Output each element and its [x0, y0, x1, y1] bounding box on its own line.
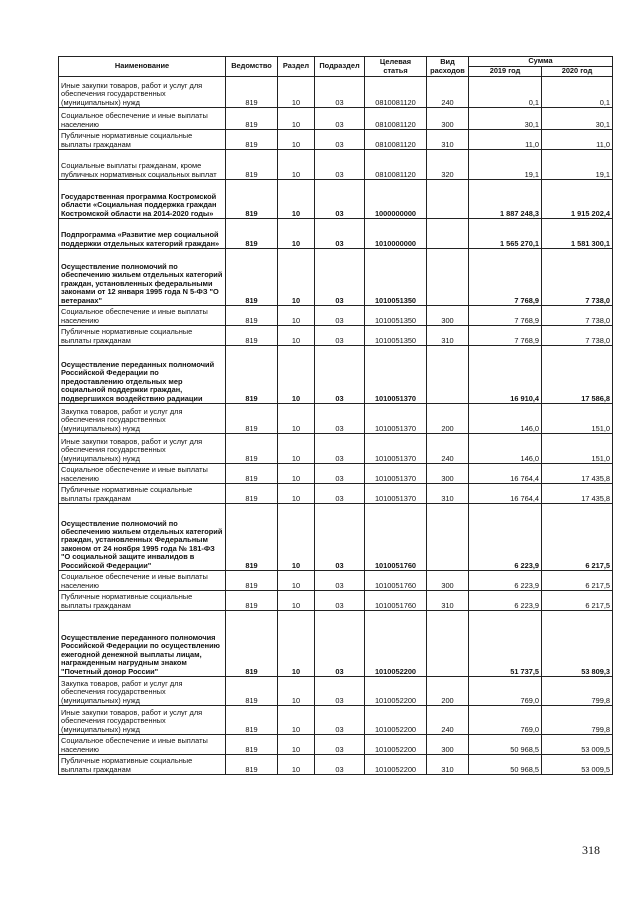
table-row	[59, 571, 613, 591]
cell-sub: 03	[315, 150, 365, 180]
cell-kind	[427, 219, 469, 249]
cell-name: Публичные нормативные социальные выплаты гражданам	[59, 755, 226, 775]
cell-sec: 10	[278, 150, 315, 180]
cell-v2019: 6 223,9	[469, 591, 542, 611]
cell-target: 1010051350	[365, 306, 427, 326]
table-row	[59, 326, 613, 346]
cell-dept: 819	[226, 219, 278, 249]
cell-sub: 03	[315, 326, 365, 346]
header-name: Наименование	[59, 57, 226, 77]
cell-kind	[427, 504, 469, 571]
cell-v2020: 17 435,8	[542, 464, 613, 484]
table-row	[59, 77, 613, 108]
cell-target: 1010052200	[365, 706, 427, 735]
cell-kind: 320	[427, 150, 469, 180]
cell-v2019: 50 968,5	[469, 755, 542, 775]
table-row	[59, 306, 613, 326]
cell-sub: 03	[315, 77, 365, 108]
cell-kind: 310	[427, 326, 469, 346]
cell-sub: 03	[315, 591, 365, 611]
cell-v2019: 30,1	[469, 108, 542, 130]
cell-dept: 819	[226, 346, 278, 404]
cell-v2020: 11,0	[542, 130, 613, 150]
table-body	[59, 77, 613, 775]
cell-name: Государственная программа Костромской области «Социальная поддержка граждан Костромской области на 2014-2020 годы»	[59, 180, 226, 219]
header-subsection: Подраздел	[315, 57, 365, 77]
cell-sub: 03	[315, 611, 365, 677]
cell-name: Закупка товаров, работ и услуг для обеспечения государственных (муниципальных) нужд	[59, 677, 226, 706]
cell-target: 1010051370	[365, 484, 427, 504]
cell-name: Социальные выплаты гражданам, кроме публичных нормативных социальных выплат	[59, 150, 226, 180]
cell-v2020: 7 738,0	[542, 306, 613, 326]
cell-v2019: 1 565 270,1	[469, 219, 542, 249]
cell-dept: 819	[226, 150, 278, 180]
cell-v2020: 151,0	[542, 434, 613, 464]
cell-v2019: 16 764,4	[469, 464, 542, 484]
table-row	[59, 611, 613, 677]
table-row	[59, 591, 613, 611]
cell-v2020: 799,8	[542, 706, 613, 735]
header-kind: Вид расходов	[427, 57, 469, 77]
cell-v2019: 16 764,4	[469, 484, 542, 504]
cell-v2020: 799,8	[542, 677, 613, 706]
cell-sub: 03	[315, 484, 365, 504]
cell-kind: 240	[427, 434, 469, 464]
cell-target: 0810081120	[365, 77, 427, 108]
cell-kind: 300	[427, 306, 469, 326]
cell-dept: 819	[226, 130, 278, 150]
cell-dept: 819	[226, 504, 278, 571]
cell-sec: 10	[278, 434, 315, 464]
cell-kind: 240	[427, 706, 469, 735]
cell-name: Иные закупки товаров, работ и услуг для обеспечения государственных (муниципальных) нужд	[59, 434, 226, 464]
table-row	[59, 755, 613, 775]
cell-v2020: 7 738,0	[542, 249, 613, 306]
cell-v2019: 11,0	[469, 130, 542, 150]
header-2019: 2019 год	[469, 67, 542, 77]
cell-v2019: 19,1	[469, 150, 542, 180]
cell-kind: 300	[427, 108, 469, 130]
cell-v2019: 769,0	[469, 706, 542, 735]
cell-v2020: 53 809,3	[542, 611, 613, 677]
cell-target: 1010051370	[365, 346, 427, 404]
table-row	[59, 677, 613, 706]
cell-kind	[427, 346, 469, 404]
cell-v2020: 0,1	[542, 77, 613, 108]
cell-v2019: 769,0	[469, 677, 542, 706]
table-row	[59, 130, 613, 150]
cell-v2020: 30,1	[542, 108, 613, 130]
cell-dept: 819	[226, 735, 278, 755]
cell-dept: 819	[226, 484, 278, 504]
table-row	[59, 249, 613, 306]
cell-v2019: 50 968,5	[469, 735, 542, 755]
cell-v2020: 1 581 300,1	[542, 219, 613, 249]
cell-kind: 200	[427, 677, 469, 706]
cell-dept: 819	[226, 677, 278, 706]
cell-sec: 10	[278, 326, 315, 346]
cell-dept: 819	[226, 464, 278, 484]
cell-sub: 03	[315, 464, 365, 484]
table-row	[59, 108, 613, 130]
cell-v2019: 51 737,5	[469, 611, 542, 677]
cell-sub: 03	[315, 677, 365, 706]
cell-sub: 03	[315, 504, 365, 571]
cell-sec: 10	[278, 504, 315, 571]
cell-target: 1010051760	[365, 571, 427, 591]
cell-name: Осуществление полномочий по обеспечению жильем отдельных категорий граждан, установленных федеральными законами от 12 января 1995 года N 5-ФЗ "О ветеранах"	[59, 249, 226, 306]
cell-kind: 300	[427, 571, 469, 591]
cell-sub: 03	[315, 108, 365, 130]
cell-target: 0810081120	[365, 130, 427, 150]
header-dept: Ведомство	[226, 57, 278, 77]
cell-target: 1010052200	[365, 611, 427, 677]
cell-target: 1010000000	[365, 219, 427, 249]
cell-target: 1010051370	[365, 404, 427, 434]
cell-name: Осуществление переданных полномочий Российской Федерации по предоставлению отдельных мер социальной поддержки граждан, подвергшихся воздействию радиации	[59, 346, 226, 404]
cell-name: Осуществление переданного полномочия Российской Федерации по осуществлению ежегодной денежной выплаты лицам, награжденным нагрудным знаком "Почетный донор России"	[59, 611, 226, 677]
cell-name: Подпрограмма «Развитие мер социальной поддержки отдельных категорий граждан»	[59, 219, 226, 249]
cell-sub: 03	[315, 706, 365, 735]
cell-kind: 200	[427, 404, 469, 434]
cell-dept: 819	[226, 306, 278, 326]
cell-dept: 819	[226, 591, 278, 611]
cell-sub: 03	[315, 434, 365, 464]
cell-sec: 10	[278, 484, 315, 504]
header-target: Целевая статья	[365, 57, 427, 77]
cell-sub: 03	[315, 219, 365, 249]
cell-v2019: 7 768,9	[469, 326, 542, 346]
cell-dept: 819	[226, 77, 278, 108]
cell-name: Социальное обеспечение и иные выплаты населению	[59, 464, 226, 484]
cell-name: Осуществление полномочий по обеспечению жильем отдельных категорий граждан, установленных Федеральным законом от 24 ноября 1995 года № 181-ФЗ "О социальной защите инвалидов в Российской Федерации"	[59, 504, 226, 571]
cell-dept: 819	[226, 434, 278, 464]
cell-sub: 03	[315, 404, 365, 434]
cell-target: 0810081120	[365, 150, 427, 180]
cell-kind: 310	[427, 130, 469, 150]
cell-v2019: 16 910,4	[469, 346, 542, 404]
table-row	[59, 346, 613, 404]
cell-sub: 03	[315, 249, 365, 306]
cell-sub: 03	[315, 306, 365, 326]
cell-v2019: 1 887 248,3	[469, 180, 542, 219]
cell-sec: 10	[278, 571, 315, 591]
cell-v2020: 19,1	[542, 150, 613, 180]
table-row	[59, 464, 613, 484]
cell-v2020: 17 586,8	[542, 346, 613, 404]
cell-target: 1010051760	[365, 591, 427, 611]
cell-v2020: 17 435,8	[542, 484, 613, 504]
cell-sub: 03	[315, 735, 365, 755]
cell-name: Публичные нормативные социальные выплаты гражданам	[59, 591, 226, 611]
cell-dept: 819	[226, 108, 278, 130]
cell-v2020: 53 009,5	[542, 755, 613, 775]
cell-v2020: 151,0	[542, 404, 613, 434]
cell-v2019: 146,0	[469, 404, 542, 434]
cell-v2019: 6 223,9	[469, 504, 542, 571]
cell-sec: 10	[278, 77, 315, 108]
cell-name: Публичные нормативные социальные выплаты гражданам	[59, 130, 226, 150]
cell-v2020: 7 738,0	[542, 326, 613, 346]
cell-v2020: 6 217,5	[542, 591, 613, 611]
cell-sec: 10	[278, 180, 315, 219]
cell-target: 1000000000	[365, 180, 427, 219]
cell-target: 0810081120	[365, 108, 427, 130]
cell-kind: 300	[427, 464, 469, 484]
cell-dept: 819	[226, 611, 278, 677]
cell-name: Публичные нормативные социальные выплаты гражданам	[59, 326, 226, 346]
cell-sec: 10	[278, 591, 315, 611]
cell-name: Иные закупки товаров, работ и услуг для обеспечения государственных (муниципальных) нужд	[59, 77, 226, 108]
cell-target: 1010051350	[365, 249, 427, 306]
cell-v2019: 6 223,9	[469, 571, 542, 591]
table-row	[59, 219, 613, 249]
cell-sec: 10	[278, 735, 315, 755]
cell-sec: 10	[278, 706, 315, 735]
cell-sec: 10	[278, 611, 315, 677]
cell-v2019: 7 768,9	[469, 306, 542, 326]
cell-target: 1010052200	[365, 735, 427, 755]
cell-target: 1010052200	[365, 677, 427, 706]
cell-target: 1010051760	[365, 504, 427, 571]
cell-dept: 819	[226, 326, 278, 346]
cell-sec: 10	[278, 677, 315, 706]
table-row	[59, 735, 613, 755]
table-row	[59, 706, 613, 735]
cell-sec: 10	[278, 130, 315, 150]
cell-dept: 819	[226, 180, 278, 219]
cell-kind: 310	[427, 484, 469, 504]
cell-sec: 10	[278, 346, 315, 404]
page-number: 318	[582, 843, 600, 857]
cell-target: 1010051370	[365, 464, 427, 484]
table-row	[59, 484, 613, 504]
cell-name: Закупка товаров, работ и услуг для обеспечения государственных (муниципальных) нужд	[59, 404, 226, 434]
cell-name: Социальное обеспечение и иные выплаты населению	[59, 735, 226, 755]
header-2020: 2020 год	[542, 67, 613, 77]
cell-target: 1010051370	[365, 434, 427, 464]
table-row	[59, 504, 613, 571]
cell-name: Иные закупки товаров, работ и услуг для обеспечения государственных (муниципальных) нужд	[59, 706, 226, 735]
cell-sec: 10	[278, 249, 315, 306]
table-row	[59, 404, 613, 434]
cell-kind	[427, 180, 469, 219]
cell-v2020: 1 915 202,4	[542, 180, 613, 219]
cell-name: Социальное обеспечение и иные выплаты населению	[59, 306, 226, 326]
header-section: Раздел	[278, 57, 315, 77]
header-sum: Сумма	[469, 57, 613, 67]
cell-name: Социальное обеспечение и иные выплаты населению	[59, 571, 226, 591]
cell-dept: 819	[226, 755, 278, 775]
table-row	[59, 434, 613, 464]
cell-kind: 300	[427, 735, 469, 755]
cell-sub: 03	[315, 180, 365, 219]
cell-v2019: 7 768,9	[469, 249, 542, 306]
cell-dept: 819	[226, 249, 278, 306]
cell-kind: 240	[427, 77, 469, 108]
cell-v2020: 53 009,5	[542, 735, 613, 755]
cell-target: 1010051350	[365, 326, 427, 346]
cell-target: 1010052200	[365, 755, 427, 775]
cell-kind: 310	[427, 591, 469, 611]
cell-dept: 819	[226, 706, 278, 735]
cell-name: Публичные нормативные социальные выплаты гражданам	[59, 484, 226, 504]
cell-dept: 819	[226, 571, 278, 591]
cell-sub: 03	[315, 130, 365, 150]
cell-v2020: 6 217,5	[542, 504, 613, 571]
cell-sec: 10	[278, 219, 315, 249]
cell-sec: 10	[278, 755, 315, 775]
cell-sec: 10	[278, 464, 315, 484]
cell-sub: 03	[315, 755, 365, 775]
cell-sub: 03	[315, 571, 365, 591]
cell-kind	[427, 249, 469, 306]
cell-dept: 819	[226, 404, 278, 434]
budget-table	[58, 56, 613, 775]
cell-kind: 310	[427, 755, 469, 775]
table-row	[59, 180, 613, 219]
cell-v2019: 0,1	[469, 77, 542, 108]
cell-sub: 03	[315, 346, 365, 404]
table-row	[59, 150, 613, 180]
cell-sec: 10	[278, 306, 315, 326]
cell-v2020: 6 217,5	[542, 571, 613, 591]
cell-kind	[427, 611, 469, 677]
cell-v2019: 146,0	[469, 434, 542, 464]
cell-sec: 10	[278, 108, 315, 130]
cell-sec: 10	[278, 404, 315, 434]
cell-name: Социальное обеспечение и иные выплаты населению	[59, 108, 226, 130]
